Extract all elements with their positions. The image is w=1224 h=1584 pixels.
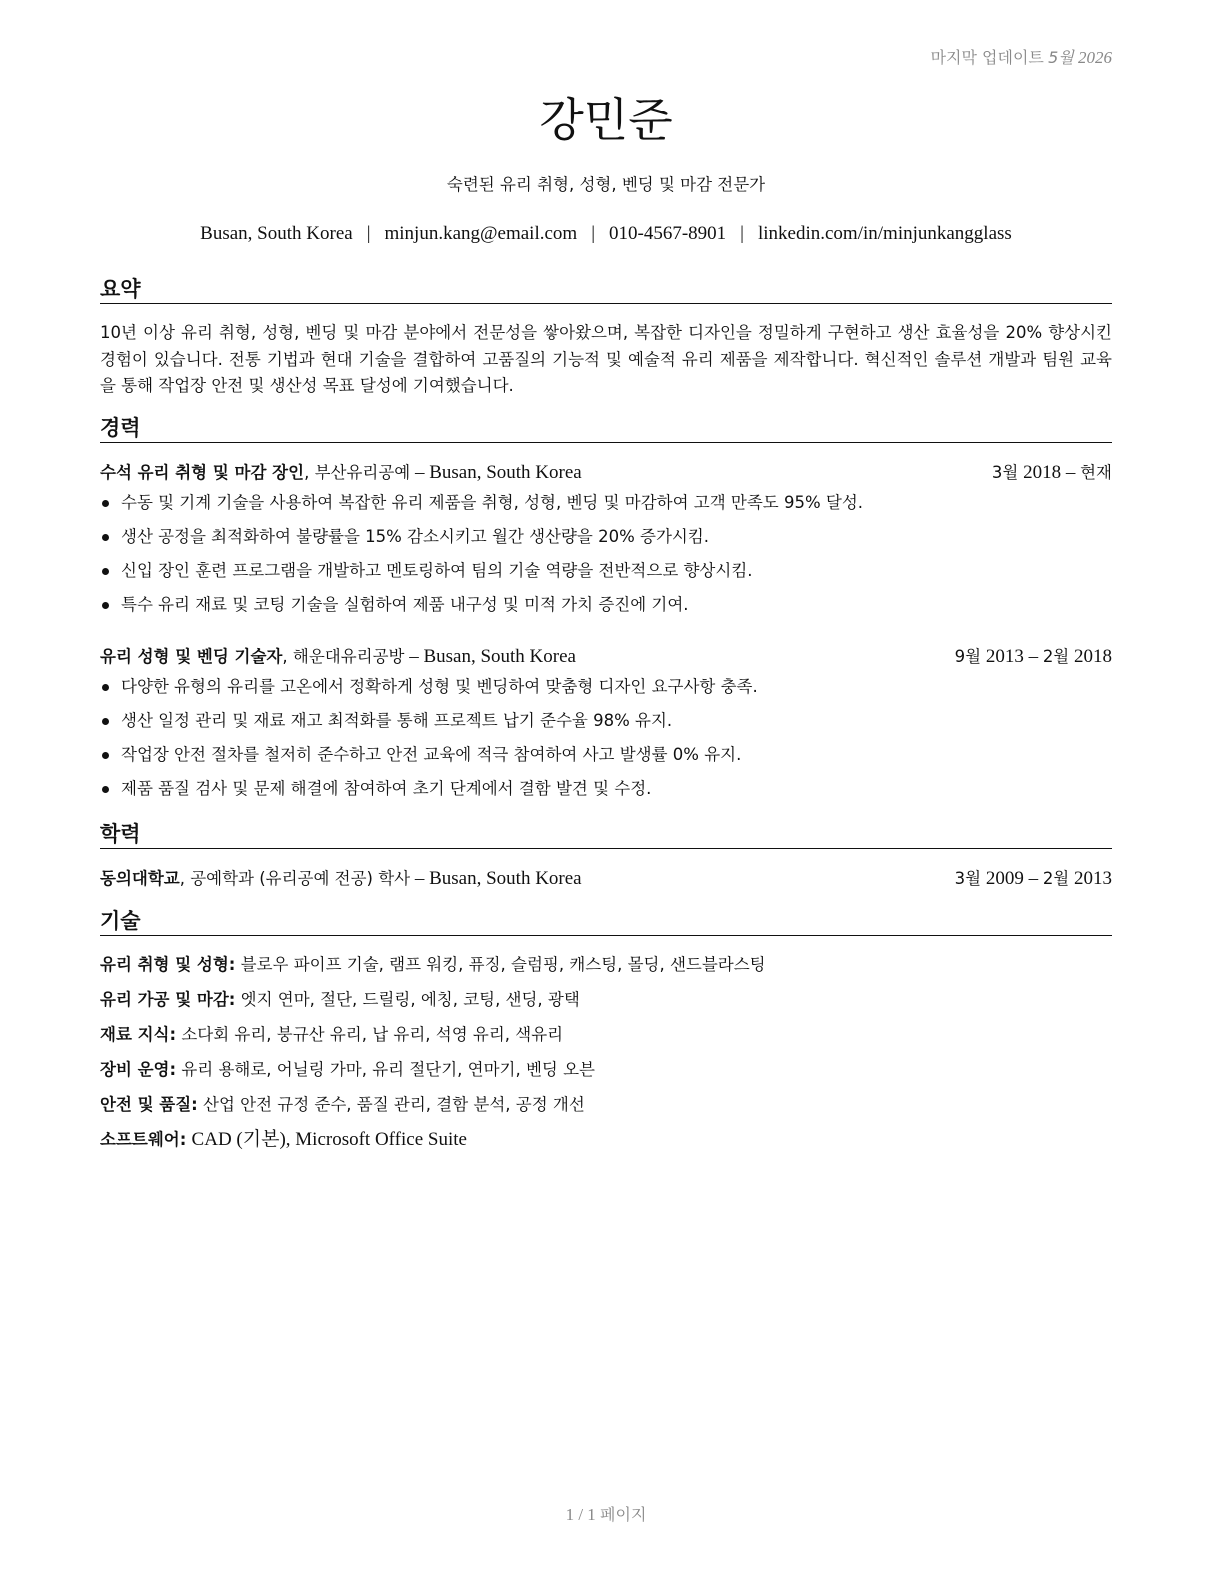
school-location: Busan, South Korea xyxy=(429,868,582,889)
skill-category: 안전 및 품질: xyxy=(100,1095,198,1114)
bullet-dot xyxy=(102,500,109,507)
list-item xyxy=(100,1127,1112,1162)
list-item xyxy=(100,708,1112,742)
list-item xyxy=(100,524,1112,558)
employer: 해운대유리공방 xyxy=(292,647,405,666)
contact-line xyxy=(100,223,1112,245)
skills-list xyxy=(100,952,1112,1162)
bullet-text: 생산 공정을 최적화하여 불량률을 15% 감소시키고 월간 생산량을 20% 증가시킴. xyxy=(121,527,710,546)
skill-values: 소다회 유리, 붕규산 유리, 납 유리, 석영 유리, 색유리 xyxy=(181,1025,564,1044)
school-name: 동의대학교 xyxy=(100,869,180,888)
employer: 부산유리공예 xyxy=(314,463,411,482)
job-location: Busan, South Korea xyxy=(429,462,582,483)
job-title: 유리 성형 및 벤딩 기술자 xyxy=(100,647,283,666)
bullet-text: 수동 및 기계 기술을 사용하여 복잡한 유리 제품을 취형, 성형, 벤딩 및 마감하여 고객 만족도 95% 달성. xyxy=(121,493,864,512)
summary-text: 10년 이상 유리 취형, 성형, 벤딩 및 마감 분야에서 전문성을 쌓아왔으며, 복잡한 디자인을 정밀하게 구현하고 생산 효율성을 20% 향상시킨 경험이 있습니다. 전통 기법과 현대 기술을 결합하여 고품질의 기능적 및 예술적 유리 제품을 제작합니다. 혁신적인 솔루션 개발과 팀원 교육을 통해 작업장 안전 및 생산성 목표 달성에 기여했습니다. xyxy=(100,323,1112,395)
list-item xyxy=(100,1022,1112,1057)
start-month: 3월 xyxy=(954,869,982,888)
experience-bullets xyxy=(100,674,1112,810)
bullet-text: 생산 일정 관리 및 재료 재고 최적화를 통해 프로젝트 납기 준수율 98% 유지. xyxy=(121,711,673,730)
resume-page xyxy=(100,0,1112,1584)
candidate-name: 강민준 xyxy=(539,93,673,147)
bullet-text: 작업장 안전 절차를 철저히 준수하고 안전 교육에 적극 참여하여 사고 발생률 0% 유지. xyxy=(121,745,742,764)
skill-values: 블로우 파이프 기술, 램프 워킹, 퓨징, 슬럼핑, 캐스팅, 몰딩, 샌드블라스팅 xyxy=(240,955,766,974)
list-item xyxy=(100,490,1112,524)
education-entry: 동의대학교, 공예학과 (유리공예 전공) 학사 – Busan, South Korea 3월 2009 – 2월 2013 xyxy=(100,866,1112,892)
list-item xyxy=(100,952,1112,987)
list-item xyxy=(100,776,1112,810)
contact-location: Busan, South Korea xyxy=(200,223,353,244)
list-item xyxy=(100,742,1112,776)
experience-entry-header: 유리 성형 및 벤딩 기술자, 해운대유리공방 – Busan, South Korea 9월 2013 – 2월 2018 xyxy=(100,644,1112,670)
contact-linkedin[interactable]: linkedin.com/in/minjunkangglass xyxy=(757,223,1012,244)
list-item xyxy=(100,987,1112,1022)
end-year: 2013 xyxy=(1074,868,1112,889)
last-updated-label: 마지막 업데이트 xyxy=(930,48,1044,67)
experience-bullets xyxy=(100,490,1112,626)
skill-category: 소프트웨어: xyxy=(100,1130,187,1149)
contact-phone: 010-4567-8901 xyxy=(609,223,727,244)
job-dates: 3월 2018 – 현재 xyxy=(991,462,1112,483)
list-item xyxy=(100,592,1112,626)
job-dates: 9월 2013 – 2월 2018 xyxy=(954,646,1112,667)
experience-entry-header: 수석 유리 취형 및 마감 장인, 부산유리공예 – Busan, South Korea 3월 2018 – 현재 xyxy=(100,460,1112,486)
contact-separator: | xyxy=(366,223,371,244)
end-date: 현재 xyxy=(1080,463,1112,482)
page-count: 1 / 1 xyxy=(565,1505,596,1524)
skill-category: 장비 운영: xyxy=(100,1060,177,1079)
section-title-skills: 기술 xyxy=(100,908,1112,936)
last-updated-year: 2026 xyxy=(1078,48,1112,67)
bullet-dot xyxy=(102,684,109,691)
contact-separator: | xyxy=(740,223,744,244)
bullet-dot xyxy=(102,752,109,759)
bullet-dot xyxy=(102,718,109,725)
degree: 공예학과 (유리공예 전공) 학사 xyxy=(190,869,411,888)
bullet-dot xyxy=(102,534,109,541)
contact-separator: | xyxy=(591,223,595,244)
contact-email[interactable]: minjun.kang@email.com xyxy=(384,223,578,244)
skill-category: 재료 지식: xyxy=(100,1025,177,1044)
list-item xyxy=(100,1092,1112,1127)
skill-category: 유리 취형 및 성형: xyxy=(100,955,236,974)
bullet-text: 신입 장인 훈련 프로그램을 개발하고 멘토링하여 팀의 기술 역량을 전반적으로 향상시킴. xyxy=(121,561,753,580)
section-title-education: 학력 xyxy=(100,821,1112,849)
bullet-text: 다양한 유형의 유리를 고온에서 정확하게 성형 및 벤딩하여 맞춤형 디자인 요구사항 충족. xyxy=(121,677,758,696)
start-year: 2009 xyxy=(985,868,1024,889)
last-updated-month: 5월 xyxy=(1048,48,1074,67)
skill-values: 엣지 연마, 절단, 드릴링, 에칭, 코팅, 샌딩, 광택 xyxy=(240,990,580,1009)
job-title: 수석 유리 취형 및 마감 장인 xyxy=(100,463,305,482)
section-title-summary: 요약 xyxy=(100,276,1112,304)
page-label: 페이지 xyxy=(600,1505,647,1524)
start-month: 3월 xyxy=(991,463,1019,482)
last-updated xyxy=(931,45,1112,68)
start-month: 9월 xyxy=(954,647,982,666)
tagline: 숙련된 유리 취형, 성형, 벤딩 및 마감 전문가 xyxy=(446,175,766,194)
start-year: 2013 xyxy=(985,646,1024,667)
skill-values: CAD (기본), Microsoft Office Suite xyxy=(191,1129,467,1150)
education-dates: 3월 2009 – 2월 2013 xyxy=(954,868,1112,889)
end-month: 2월 xyxy=(1042,869,1070,888)
bullet-text: 특수 유리 재료 및 코팅 기술을 실험하여 제품 내구성 및 미적 가치 증진에 기여. xyxy=(121,595,689,614)
end-month: 2월 xyxy=(1042,647,1070,666)
skill-values: 산업 안전 규정 준수, 품질 관리, 결함 분석, 공정 개선 xyxy=(203,1095,585,1114)
list-item xyxy=(100,1057,1112,1092)
skill-category: 유리 가공 및 마감: xyxy=(100,990,236,1009)
page-number xyxy=(100,1502,1112,1525)
job-location: Busan, South Korea xyxy=(423,646,576,667)
bullet-dot xyxy=(102,786,109,793)
bullet-dot xyxy=(102,602,109,609)
end-year: 2018 xyxy=(1074,646,1112,667)
bullet-text: 제품 품질 검사 및 문제 해결에 참여하여 초기 단계에서 결함 발견 및 수정. xyxy=(121,779,652,798)
list-item xyxy=(100,674,1112,708)
bullet-dot xyxy=(102,568,109,575)
skill-values: 유리 용해로, 어닐링 가마, 유리 절단기, 연마기, 벤딩 오븐 xyxy=(181,1060,595,1079)
section-title-experience: 경력 xyxy=(100,415,1112,443)
start-year: 2018 xyxy=(1023,462,1062,483)
list-item xyxy=(100,558,1112,592)
